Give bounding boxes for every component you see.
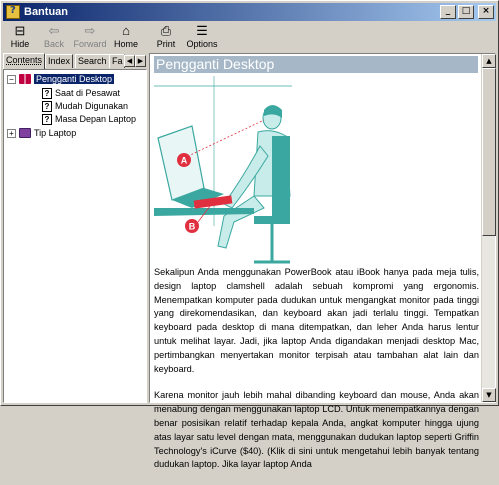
tree-node-tip-laptop[interactable] [7,127,76,139]
topic-body [154,266,479,485]
topic-pane [149,53,496,470]
label-b: B [188,221,196,232]
scroll-up-button[interactable]: ▲ [482,54,496,68]
hide-label: Hide [10,39,30,49]
tree-node-label: Tip Laptop [34,128,77,138]
tab-index-label: Index [48,56,71,66]
back-label: Back [43,39,64,49]
tab-favorites-label: Fa [112,56,123,66]
ergonomics-illustration [154,76,292,266]
nav-tabs [3,53,147,69]
collapse-icon[interactable]: − [7,75,16,84]
tab-contents[interactable] [3,53,45,69]
tree-node-label: Saat di Pesawat [55,88,121,98]
title-bar[interactable] [3,3,496,21]
help-app-icon[interactable] [6,5,20,19]
tree-node-saat-di-pesawat[interactable] [42,87,120,99]
tree-node-label: Mudah Digunakan [55,101,129,111]
scroll-thumb[interactable] [482,68,496,236]
hide-icon: ⊟ [14,23,26,38]
forward-label: Forward [73,39,107,49]
tree-node-label: Masa Depan Laptop [55,114,137,124]
closed-book-icon [19,128,31,138]
forward-button[interactable] [71,23,109,51]
tree-node-label: Pengganti Desktop [36,74,113,84]
navigation-pane [3,53,147,403]
open-book-icon [19,74,31,84]
vertical-scrollbar[interactable] [481,54,495,402]
tab-scroll-left-button[interactable]: ◀ [124,55,135,67]
tab-contents-label: Contents [6,55,43,65]
help-page-icon: ? [42,88,52,99]
forward-arrow-icon: ⇨ [84,23,96,38]
home-label: Home [113,39,138,49]
topic-heading: Pengganti Desktop [154,56,478,73]
help-page-icon: ? [42,101,52,112]
printer-icon: ⎙ [160,23,172,38]
options-icon: ☰ [196,23,208,38]
help-page-icon: ? [42,114,52,125]
tree-node-pengganti-desktop[interactable] [7,73,114,85]
tree-node-masa-depan-laptop[interactable] [42,113,136,125]
contents-tree [3,69,147,403]
tab-search-label: Search [78,56,107,66]
paragraph: Sekalipun Anda menggunakan PowerBook atau iBook hanya pada meja tulis, design laptop clamshell adalah sebuah kompromi yang ergonomis. Menempatkan komputer pada dudukan untuk mengangkat monitor pada tinggi yang direkomendasikan, dan keyboard akan jadi terlalu tinggi. Tempatkan keyboard pada desktop di mana ditempatkan, dan leher Anda harus lentur untuk melihat layar. Jadi, jika laptop Anda digandakan menjadi desktop Mac, pertimbangkan menyertakan monitor terpisah atau tambahan alat lain dan keyboard. [154,267,479,374]
tab-scroll-right-button[interactable]: ▶ [135,55,146,67]
options-label: Options [186,39,218,49]
home-icon: ⌂ [122,23,130,38]
home-button[interactable] [109,23,143,51]
window-title: Bantuan [24,6,68,18]
close-button[interactable]: × [478,5,494,19]
tab-favorites[interactable] [109,54,125,68]
paragraph: Karena monitor jauh lebih mahal dibanding keyboard dan mouse, Anda akan menabung dengan menggunakan laptop LCD. Untuk menempatkannya dengan benar posisikan relatif terhadap kepala Anda, angkat komputer hingga ujung atas layar satu level dengan mata, menggunakan dudukan laptop seperti Griffin Technology's iCurve ($40). (Klik di sini untuk mengetahui lebih banyak tentang dudukan laptop. Jika layar laptop Anda [154,390,479,470]
expand-icon[interactable]: + [7,129,16,138]
back-button[interactable] [37,23,71,51]
tab-search[interactable] [75,54,110,68]
label-a: A [180,155,188,166]
tab-index[interactable] [45,54,73,68]
options-button[interactable] [183,23,221,51]
back-arrow-icon: ⇦ [48,23,60,38]
hide-button[interactable] [3,23,37,51]
print-label: Print [156,39,176,49]
maximize-button[interactable]: □ [458,5,474,19]
scroll-down-button[interactable]: ▼ [482,388,496,402]
minimize-button[interactable]: _ [440,5,456,19]
toolbar [3,23,496,51]
tree-node-mudah-digunakan[interactable] [42,100,128,112]
print-button[interactable] [149,23,183,51]
